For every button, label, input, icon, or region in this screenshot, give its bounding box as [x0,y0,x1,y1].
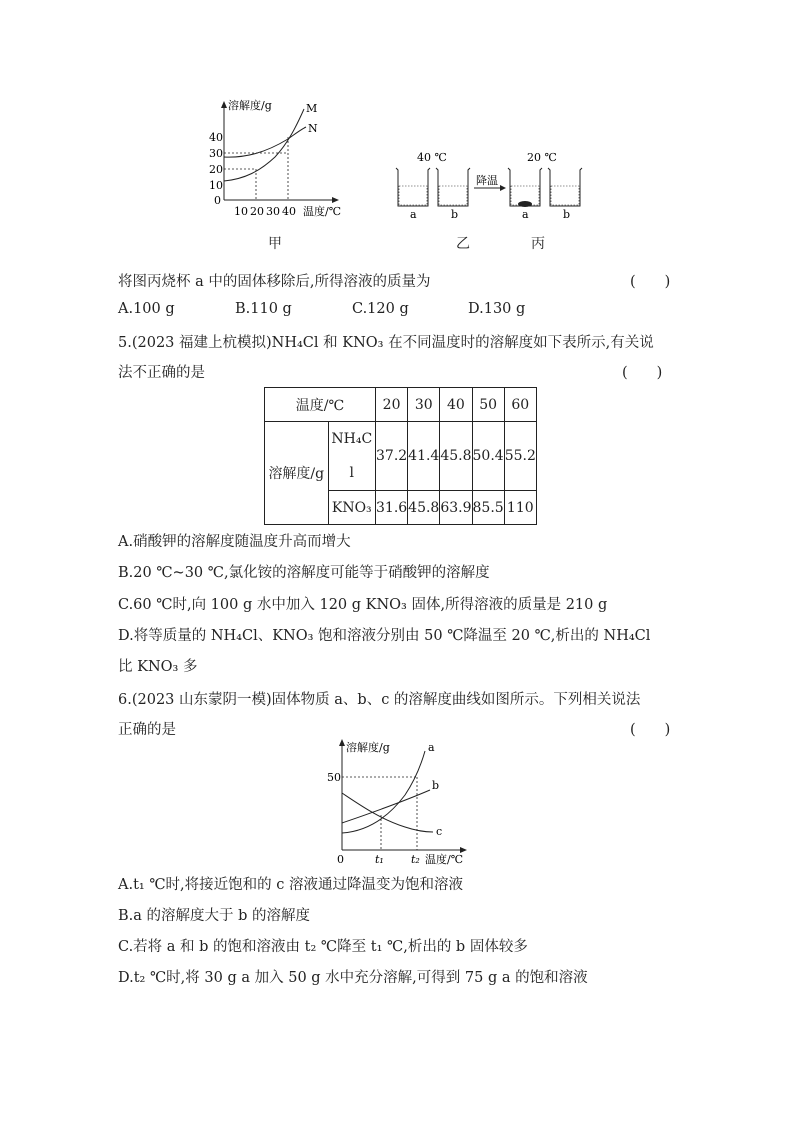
q6-curve-a [342,751,425,833]
table-temp-50: 50 [472,388,504,422]
fig1-xtick-30: 30 [266,205,280,218]
q5-option-d: D.将等质量的 NH₄Cl、KNO₃ 饱和溶液分别由 50 ℃降温至 20 ℃,析出的 NH₄Cl [118,628,651,644]
q6-option-b: B.a 的溶解度大于 b 的溶解度 [118,908,311,924]
q4-option-a: A.100 g [118,301,175,317]
table-nh4cl-30: 41.4 [408,422,440,491]
table-kno3-30: 45.8 [408,491,440,525]
table-kno3-40: 63.9 [440,491,472,525]
q6-option-d: D.t₂ ℃时,将 30 g a 加入 50 g 水中充分溶解,可得到 75 g a 的饱和溶液 [118,970,588,986]
fig1-ytick-0: 0 [214,194,221,207]
q6-origin: 0 [337,853,344,866]
q4-option-c: C.120 g [352,301,409,317]
q6-stem-line1: 6.(2023 山东蒙阴一模)固体物质 a、b、c 的溶解度曲线如图所示。下列相关说法 [118,692,641,708]
q4-paren: ( ) [630,274,671,290]
q6-t1: t₁ [375,853,384,866]
temp-right-label: 20 ℃ [527,151,557,164]
q6-option-a: A.t₁ ℃时,将接近饱和的 c 溶液通过降温变为饱和溶液 [118,877,463,893]
beaker-bing-a [508,168,542,207]
beaker-yi-b [436,168,470,206]
caption-jia: 甲 [268,236,282,252]
q6-label-a: a [428,741,435,754]
fig1-xlabel: 温度/℃ [303,205,342,218]
table-nh4cl-50: 50.4 [472,422,504,491]
q6-paren: ( ) [630,722,671,738]
fig1-xtick-20: 20 [250,205,264,218]
precipitate [518,201,532,207]
q5-paren: ( ) [622,365,663,381]
q5-option-a: A.硝酸钾的溶解度随温度升高而增大 [118,534,351,550]
q6-stem-line2: 正确的是 [118,722,176,738]
fig1-ytick-40: 40 [209,131,223,144]
cooling-arrow-label: 降温 [476,174,498,187]
figure-beakers [390,148,590,223]
fig1-ytick-30: 30 [209,147,223,160]
fig1-xtick-10: 10 [234,205,248,218]
table-temp-40: 40 [440,388,472,422]
beaker-label-b2: b [563,208,571,221]
fig1-xtick-40: 40 [282,205,296,218]
curve-m [224,109,304,181]
q5-option-b: B.20 ℃~30 ℃,氯化铵的溶解度可能等于硝酸钾的溶解度 [118,565,490,581]
table-nh4cl-20: 37.2 [376,422,408,491]
fig1-ylabel: 溶解度/g [228,99,272,112]
q6-xlabel: 温度/℃ [425,853,464,866]
q4-option-d: D.130 g [468,301,526,317]
beaker-label-a1: a [410,208,417,221]
beaker-yi-a [396,168,430,206]
beaker-label-b1: b [451,208,459,221]
table-temp-30: 30 [408,388,440,422]
beaker-label-a2: a [522,208,529,221]
beaker-bing-b [548,168,582,206]
table-nh4cl-label-1: NH₄C [331,431,373,447]
caption-bing: 丙 [531,236,545,252]
solubility-table [264,387,537,525]
fig1-ytick-20: 20 [209,163,223,176]
table-temp-60: 60 [504,388,536,422]
table-nh4cl-60: 55.2 [504,422,536,491]
q5-stem-line2: 法不正确的是 [118,365,205,381]
fig1-ytick-10: 10 [209,179,223,192]
curve-m-label: M [306,102,318,115]
q6-y50: 50 [327,771,341,784]
table-nh4cl-label-2: l [349,465,355,481]
table-row-label: 溶解度/g [265,422,329,525]
q6-t2: t₂ [411,853,420,866]
table-nh4cl-label [328,422,375,491]
table-kno3-60: 110 [504,491,536,525]
curve-n-label: N [308,122,318,135]
q5-option-d-cont: 比 KNO₃ 多 [118,659,198,675]
q4-stem: 将图丙烧杯 a 中的固体移除后,所得溶液的质量为 [118,274,431,290]
q5-stem-line1: 5.(2023 福建上杭模拟)NH₄Cl 和 KNO₃ 在不同温度时的溶解度如下表所示,有关说 [118,335,654,351]
q5-option-c: C.60 ℃时,向 100 g 水中加入 120 g KNO₃ 固体,所得溶液的质量是 210 g [118,597,608,613]
temp-left-label: 40 ℃ [417,151,447,164]
table-temp-20: 20 [376,388,408,422]
q4-option-b: B.110 g [235,301,292,317]
caption-yi: 乙 [456,236,470,252]
q6-label-c: c [436,825,443,838]
table-kno3-50: 85.5 [472,491,504,525]
q6-option-c: C.若将 a 和 b 的饱和溶液由 t₂ ℃降至 t₁ ℃,析出的 b 固体较多 [118,939,528,955]
table-header-temp: 温度/℃ [265,388,376,422]
table-nh4cl-40: 45.8 [440,422,472,491]
figure-jia-graph [200,95,360,225]
figure-q6-graph [325,735,475,870]
q6-label-b: b [432,779,440,792]
q6-curve-c [342,793,433,832]
q6-ylabel: 溶解度/g [346,741,390,754]
table-kno3-20: 31.6 [376,491,408,525]
table-kno3-label: KNO₃ [328,491,375,525]
